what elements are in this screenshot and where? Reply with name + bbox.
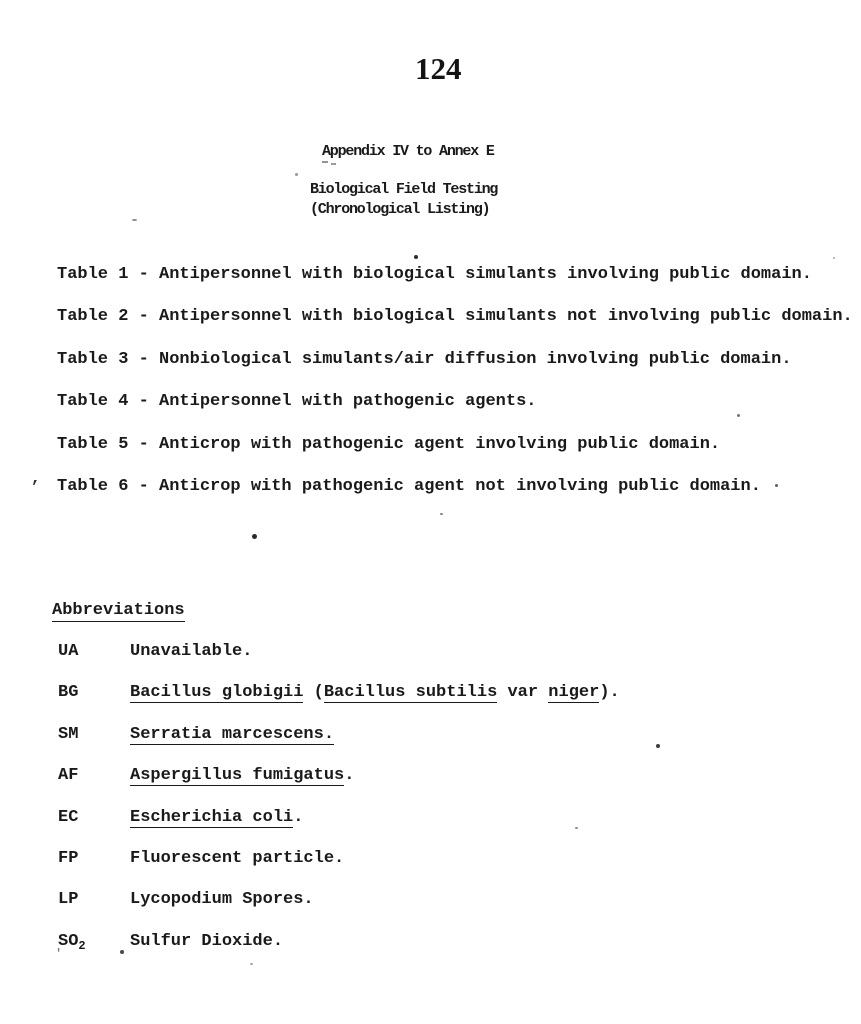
scan-speck [440,513,443,515]
scan-speck [833,257,835,259]
scan-speck: ' [55,947,63,961]
abbreviation-code: AF [58,766,79,786]
scan-speck [250,963,253,965]
abbreviation-entry [58,684,620,701]
abbreviation-code: SM [58,724,79,744]
scan-speck [775,484,778,487]
scan-speck [575,827,578,829]
scan-speck [295,173,298,176]
scan-speck: , [31,469,41,487]
appendix-heading: Appendix IV to Annex E [322,143,494,160]
abbreviation-entry [58,891,620,908]
document-title: Biological Field Testing [310,181,498,198]
abbreviation-code: LP [58,890,79,910]
scan-speck [252,534,257,539]
abbreviations-heading: Abbreviations [52,601,185,622]
scan-speck [737,414,740,417]
abbreviation-definition: Aspergillus fumigatus. [130,766,355,786]
abbreviation-definition: Unavailable. [130,642,253,661]
abbreviation-entry [58,767,620,784]
abbreviation-definition: Escherichia coli. [130,807,304,827]
document-subtitle: (Chronological Listing) [310,201,490,218]
abbreviation-entry [58,809,620,826]
abbreviation-code: EC [58,807,79,827]
scan-speck [132,219,137,221]
abbreviation-definition: Fluorescent particle. [130,848,345,868]
abbreviation-code: FP [58,848,79,868]
table-list-item: Table 1 - Antipersonnel with biological simulants involving public domain. [57,265,812,284]
table-list-item: Table 5 - Anticrop with pathogenic agent involving public domain. [57,434,721,454]
abbreviation-entry [58,931,620,953]
scan-speck [414,255,418,259]
table-list-item: Table 3 - Nonbiological simulants/air diffusion involving public domain. [57,349,792,369]
abbreviation-entry [58,726,620,743]
abbreviation-code: BG [58,683,79,703]
abbreviation-code: $SO_2$ [58,931,86,953]
table-list-item: Table 2 - Antipersonnel with biological simulants not involving public domain. [57,307,853,327]
table-list-item: Table 4 - Antipersonnel with pathogenic agents. [57,392,537,412]
table-list [57,266,853,520]
abbreviation-definition: Bacillus globigii (Bacillus subtilis var niger). [130,683,620,703]
abbreviation-definition: Sulfur Dioxide. [130,931,284,951]
scan-underline-remnant [331,163,336,165]
abbreviation-definition: Lycopodium Spores. [130,890,314,910]
abbreviation-entry [58,850,620,867]
abbreviation-code: UA [58,642,79,661]
abbreviation-definition: Serratia marcescens. [130,724,335,744]
table-list-item: Table 6 - Anticrop with pathogenic agent not involving public domain. [57,476,761,496]
abbreviations-list [58,643,620,974]
scan-speck [120,950,124,954]
scan-underline-remnant [322,161,328,163]
scan-speck [656,744,660,748]
page-number: 124 [415,51,462,86]
abbreviation-entry [58,643,620,660]
